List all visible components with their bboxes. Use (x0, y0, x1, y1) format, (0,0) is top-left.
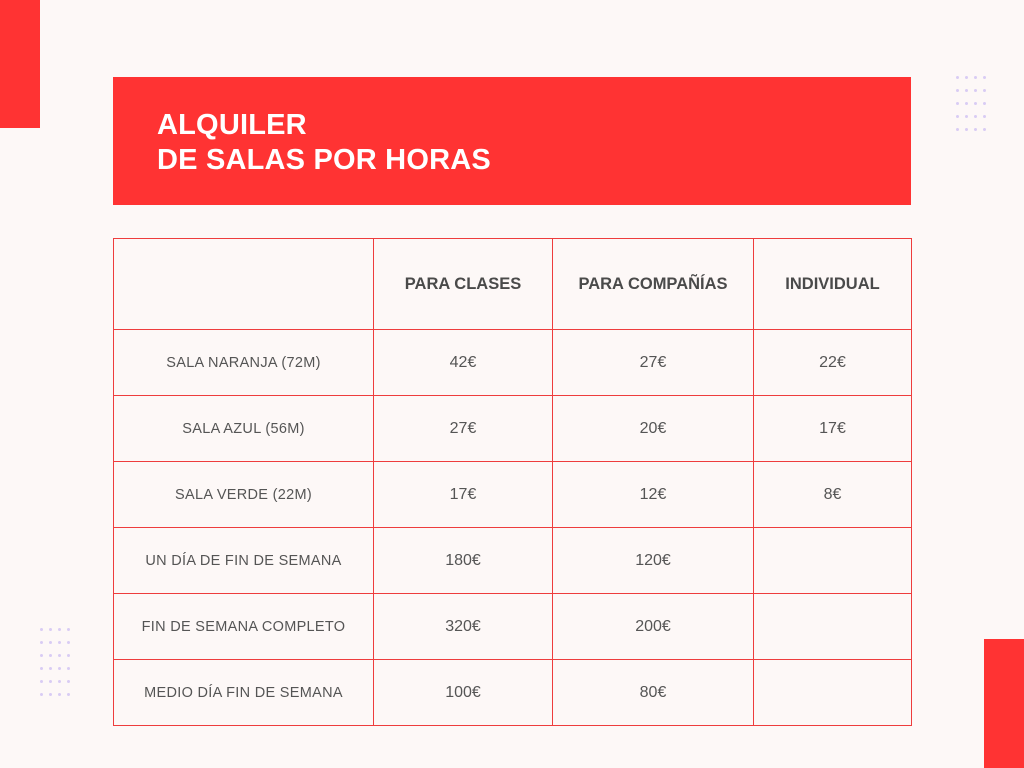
table-header-row (114, 239, 912, 330)
title-banner (113, 77, 911, 205)
price-cell: 120€ (553, 528, 754, 594)
row-label: SALA AZUL (56M) (114, 396, 374, 462)
table-row (114, 330, 912, 396)
table-row (114, 462, 912, 528)
page-title-line-1: ALQUILER (157, 109, 307, 141)
price-cell: 80€ (553, 660, 754, 726)
row-label: UN DÍA DE FIN DE SEMANA (114, 528, 374, 594)
price-cell: 17€ (754, 396, 912, 462)
corner-decoration-top-left (0, 0, 40, 128)
price-cell: 20€ (553, 396, 754, 462)
price-cell: 320€ (374, 594, 553, 660)
table-row (114, 396, 912, 462)
price-cell (754, 660, 912, 726)
row-label: MEDIO DÍA FIN DE SEMANA (114, 660, 374, 726)
price-cell: 200€ (553, 594, 754, 660)
table-row (114, 528, 912, 594)
page-title-line-2: DE SALAS POR HORAS (157, 144, 491, 176)
price-cell: 27€ (374, 396, 553, 462)
row-label: FIN DE SEMANA COMPLETO (114, 594, 374, 660)
price-cell: 8€ (754, 462, 912, 528)
corner-decoration-bottom-right (984, 639, 1024, 768)
table-row (114, 660, 912, 726)
price-cell: 27€ (553, 330, 754, 396)
header-para-companias: PARA COMPAÑÍAS (553, 239, 754, 330)
price-cell: 17€ (374, 462, 553, 528)
dot-pattern-bottom-left (40, 628, 71, 697)
price-cell (754, 528, 912, 594)
price-cell: 22€ (754, 330, 912, 396)
pricing-table (113, 238, 912, 726)
row-label: SALA NARANJA (72M) (114, 330, 374, 396)
price-cell: 42€ (374, 330, 553, 396)
dot-pattern-top-right (956, 76, 987, 132)
header-para-clases: PARA CLASES (374, 239, 553, 330)
header-individual: INDIVIDUAL (754, 239, 912, 330)
row-label: SALA VERDE (22M) (114, 462, 374, 528)
table-row (114, 594, 912, 660)
header-empty-cell (114, 239, 374, 330)
price-cell: 12€ (553, 462, 754, 528)
price-cell (754, 594, 912, 660)
price-cell: 100€ (374, 660, 553, 726)
price-cell: 180€ (374, 528, 553, 594)
